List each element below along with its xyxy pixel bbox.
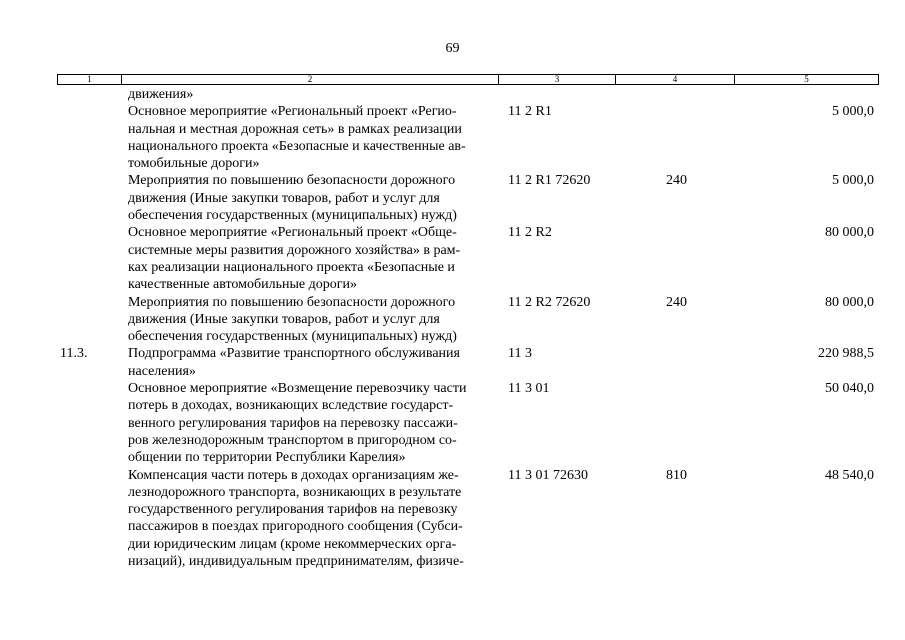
description-line: Мероприятия по повышению безопасности дорожного <box>128 173 456 189</box>
description-line: качественные автомобильные дороги» <box>128 277 357 293</box>
row-description <box>128 86 491 103</box>
description-line: Компенсация части потерь в доходах организациям же- <box>128 467 459 483</box>
row-amount: 50 040,0 <box>825 381 874 397</box>
row-expense-type: 240 <box>666 294 687 310</box>
description-line: движения (Иные закупки товаров, работ и услуг для <box>128 311 440 327</box>
table-row <box>0 467 905 571</box>
description-line: нальная и местная дорожная сеть» в рамках реализации <box>128 121 462 137</box>
description-line: движения» <box>128 87 194 102</box>
description-line: Мероприятия по повышению безопасности дорожного <box>128 294 456 310</box>
description-line: низаций), индивидуальным предпринимателям, физиче- <box>128 554 464 570</box>
description-line: пассажиров в поездах пригородного сообщения (Субси- <box>128 519 463 535</box>
row-code: 11 2 R1 72620 <box>508 173 591 189</box>
description-line: обеспечения государственных (муниципальных) нужд) <box>128 329 457 345</box>
description-line: лезнодорожного транспорта, возникающих в результате <box>128 484 462 500</box>
description-line: движения (Иные закупки товаров, работ и услуг для <box>128 190 440 206</box>
row-description <box>128 224 491 293</box>
row-amount: 5 000,0 <box>832 104 874 120</box>
row-description <box>128 294 491 346</box>
row-amount: 80 000,0 <box>825 225 874 241</box>
table-row <box>0 86 905 103</box>
description-line: системные меры развития дорожного хозяйства» в рам- <box>128 242 461 258</box>
row-description <box>128 380 491 466</box>
description-line: Основное мероприятие «Региональный проект «Обще- <box>128 225 457 241</box>
row-amount: 80 000,0 <box>825 294 874 310</box>
row-code: 11 2 R2 <box>508 225 552 241</box>
description-line: томобильные дороги» <box>128 156 260 172</box>
description-line: венного регулирования тарифов на перевозку пассажи- <box>128 415 458 431</box>
header-col-3: 3 <box>499 75 616 84</box>
description-line: государственного регулирования тарифов на перевозку <box>128 502 458 518</box>
page-number: 69 <box>445 41 460 56</box>
row-code: 11 3 01 <box>508 381 550 397</box>
description-line: общении по территории Республики Карелия» <box>128 450 406 466</box>
description-line: дии юридическим лицам (кроме некоммерческих орга- <box>128 536 457 552</box>
table-row <box>0 103 905 172</box>
table-row <box>0 345 905 380</box>
description-line: потерь в доходах, возникающих вследствие государст- <box>128 398 454 414</box>
description-line: Подпрограмма «Развитие транспортного обслуживания <box>128 346 460 362</box>
table-row <box>0 172 905 224</box>
header-col-1: 1 <box>58 75 122 84</box>
row-expense-type: 240 <box>666 173 687 189</box>
description-line: населения» <box>128 363 196 379</box>
table-row <box>0 224 905 293</box>
header-col-2: 2 <box>122 75 499 84</box>
row-amount: 5 000,0 <box>832 173 874 189</box>
row-expense-type: 810 <box>666 467 687 483</box>
row-description <box>128 467 491 571</box>
row-amount: 48 540,0 <box>825 467 874 483</box>
row-code: 11 2 R1 <box>508 104 552 120</box>
table-row <box>0 294 905 346</box>
description-line: ров железнодорожным транспортом в пригородном со- <box>128 432 457 448</box>
header-col-4: 4 <box>616 75 735 84</box>
description-line: ках реализации национального проекта «Безопасные и <box>128 259 455 275</box>
description-line: Основное мероприятие «Возмещение перевозчику части <box>128 381 467 397</box>
budget-table-body <box>0 86 905 570</box>
row-amount: 220 988,5 <box>818 346 874 362</box>
table-row <box>0 380 905 466</box>
row-description <box>128 345 491 380</box>
description-line: Основное мероприятие «Региональный проект «Регио- <box>128 104 457 120</box>
row-description <box>128 172 491 224</box>
row-number: 11.3. <box>60 346 88 362</box>
row-code: 11 3 <box>508 346 532 362</box>
description-line: национального проекта «Безопасные и качественные ав- <box>128 138 466 154</box>
description-line: обеспечения государственных (муниципальных) нужд) <box>128 208 457 224</box>
row-description <box>128 103 491 172</box>
row-code: 11 2 R2 72620 <box>508 294 591 310</box>
table-header-row <box>57 74 879 85</box>
row-code: 11 3 01 72630 <box>508 467 588 483</box>
header-col-5: 5 <box>804 74 809 84</box>
